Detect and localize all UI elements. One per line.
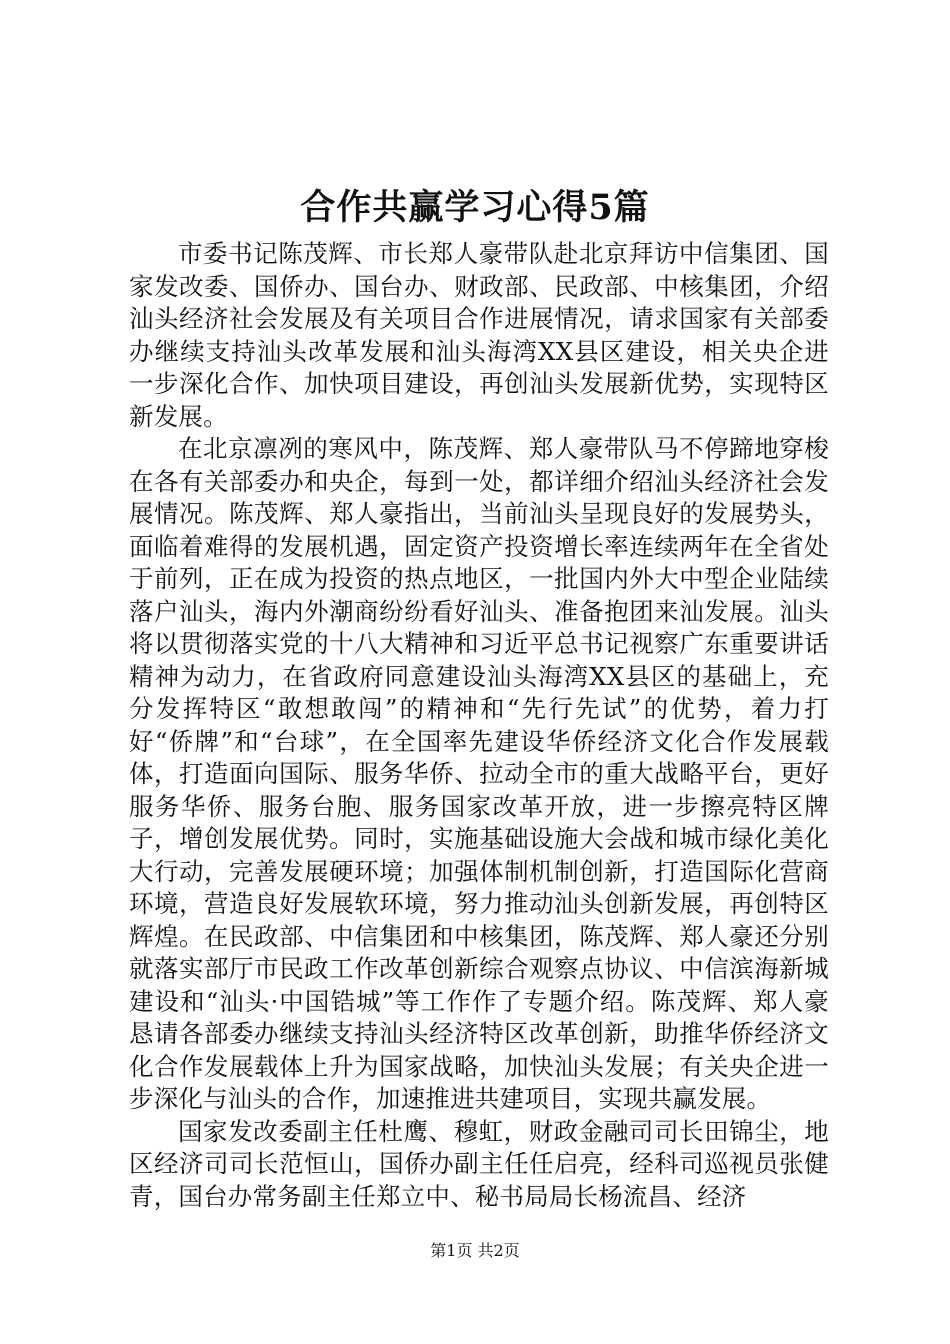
- page-number-indicator: 第1页 共2页: [430, 1241, 520, 1260]
- paragraph-3: 国家发改委副主任杜鹰、穆虹，财政金融司司长田锦尘，地区经济司司长范恒山，国侨办副主任任启亮，经科司巡视员张健青，国台办常务副主任郑立中、秘书局局长杨流昌、经济: [129, 1116, 829, 1211]
- document-body: [129, 238, 829, 1213]
- paragraph-1: 市委书记陈茂辉、市长郑人豪带队赴北京拜访中信集团、国家发改委、国侨办、国台办、财政部、民政部、中核集团，介绍汕头经济社会发展及有关项目合作进展情况，请求国家有关部委办继续支持汕头改革发展和汕头海湾XX县区建设，相关央企进一步深化合作、加快项目建设，再创汕头发展新优势，实现特区新发展。: [129, 239, 829, 431]
- document-title: 合作共赢学习心得5篇: [300, 187, 650, 228]
- page-footer: [0, 1239, 950, 1263]
- paragraph-2: 在北京凛冽的寒风中，陈茂辉、郑人豪带队马不停蹄地穿梭在各有关部委办和央企，每到一处，都详细介绍汕头经济社会发展情况。陈茂辉、郑人豪指出，当前汕头呈现良好的发展势头，面临着难得的发展机遇，固定资产投资增长率连续两年在全省处于前列，正在成为投资的热点地区，一批国内外大中型企业陆续落户汕头，海内外潮商纷纷看好汕头、准备抱团来汕发展。汕头将以贯彻落实党的十八大精神和习近平总书记视察广东重要讲话精神为动力，在省政府同意建设汕头海湾XX县区的基础上，充分发挥特区“敢想敢闯”的精神和“先行先试”的优势，着力打好“侨牌”和“台球”，在全国率先建设华侨经济文化合作发展载体，打造面向国际、服务华侨、拉动全市的重大战略平台，更好服务华侨、服务台胞、服务国家改革开放，进一步擦亮特区牌子，增创发展优势。同时，实施基础设施大会战和城市绿化美化大行动，完善发展硬环境；加强体制机制创新，打造国际化营商环境，营造良好发展软环境，努力推动汕头创新发展，再创特区辉煌。在民政部、中信集团和中核集团，陈茂辉、郑人豪还分别就落实部厅市民政工作改革创新综合观察点协议、中信滨海新城建设和“汕头·中国锆城”等工作作了专题介绍。陈茂辉、郑人豪恳请各部委办继续支持汕头经济特区改革创新，助推华侨经济文化合作发展载体上升为国家战略，加快汕头发展；有关央企进一步深化与汕头的合作，加速推进共建项目，实现共赢发展。: [129, 434, 829, 1113]
